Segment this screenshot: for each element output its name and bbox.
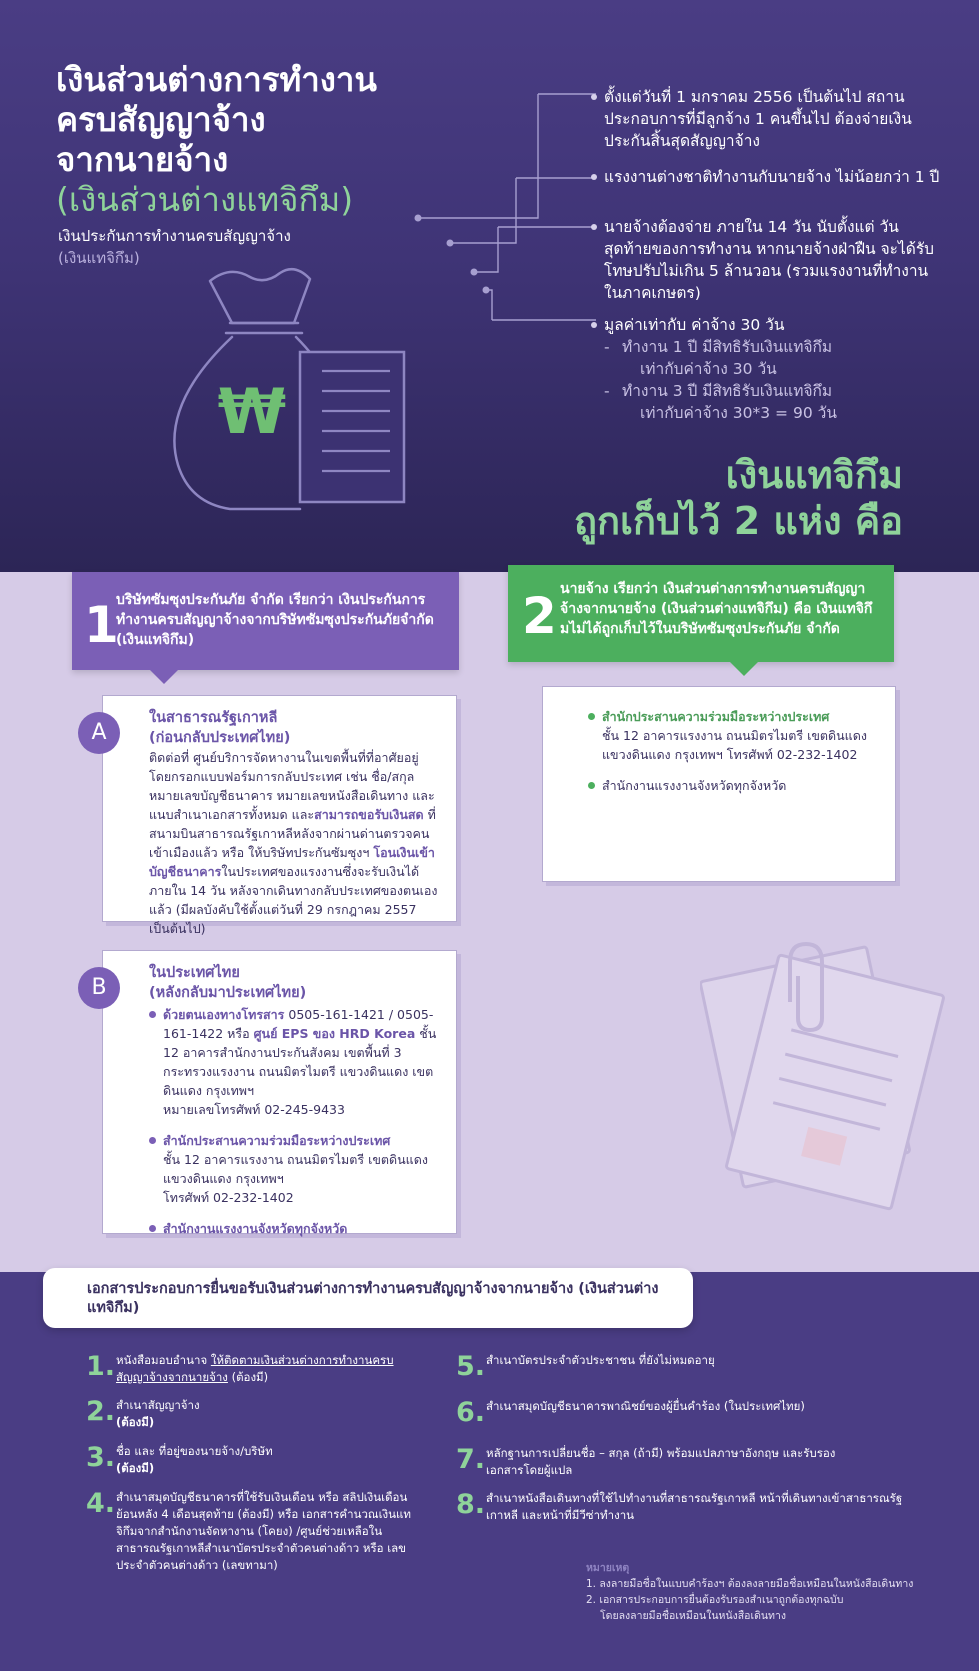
highlight-text: สำนักประสานความร่วมมือระหว่างประเทศ <box>163 1133 391 1148</box>
document-item <box>456 1445 856 1479</box>
bullet-dot <box>591 174 597 180</box>
dash: - <box>604 338 610 356</box>
body-text: ชั้น 12 อาคารแรงงาน ถนนมิตรไมตรี เขตดินแดง แขวงดินแดง กรุงเทพฯ <box>163 1152 428 1186</box>
info-bullet <box>604 314 944 424</box>
highlight-text: สามารถขอรับเงินสด <box>314 807 424 822</box>
document-item <box>86 1443 416 1477</box>
document-clip-icon <box>700 932 960 1212</box>
card-heading: (หลังกลับมาประเทศไทย) <box>149 985 307 1001</box>
document-item <box>456 1351 926 1382</box>
document-item <box>456 1490 906 1524</box>
hero-section <box>0 0 979 572</box>
contact-item <box>149 1005 440 1119</box>
note-heading: หมายเหตุ <box>586 1562 630 1574</box>
body-text: ชั้น 12 อาคารแรงงาน ถนนมิตรไมตรี เขตดินแดง แขวงดินแดง กรุงเทพฯ โทรศัพท์ 02-232-1402 <box>602 728 867 762</box>
item-text: สำเนาสมุดบัญชีธนาคารพาณิชย์ของผู้ยื่นคำร้อง (ในประเทศไทย) <box>486 1399 805 1413</box>
bullet-dot <box>591 322 597 328</box>
highlight-text: ศูนย์ EPS ของ HRD Korea <box>253 1026 416 1041</box>
bullet-dot <box>149 1011 156 1018</box>
body-text: สำนักงานแรงงานจังหวัดทุกจังหวัด <box>602 778 787 793</box>
item-required: (ต้องมี) <box>116 1415 155 1429</box>
bullet-dot <box>591 224 597 230</box>
document-item <box>86 1397 416 1431</box>
title-line: จากนายจ้าง <box>56 140 229 179</box>
item-number: 1. <box>86 1351 116 1382</box>
card-body <box>149 748 440 938</box>
place-1-box <box>72 572 459 670</box>
note-line: โดยลงลายมือชื่อเหมือนในหนังสือเดินทาง <box>600 1610 787 1622</box>
place-2-box <box>508 565 894 662</box>
item-text: สำเนาหนังสือเดินทางที่ใช้ไปทำงานที่สาธารณรัฐเกาหลี หน้าที่เดินทางเข้าสาธารณรัฐเกาหลี และหน้าที่มีวีซ่าทำงาน <box>486 1491 903 1522</box>
info-sub-bullet <box>604 336 944 380</box>
note-line: 2. เอกสารประกอบการยื่นต้องรับรองสำเนาถูกต้องทุกฉบับ <box>586 1594 844 1606</box>
card-employer-contacts <box>542 686 896 882</box>
document-item <box>86 1489 416 1574</box>
title-line: ครบสัญญาจ้าง <box>56 100 266 139</box>
phone-text: หมายเลขโทรศัพท์ 02-245-9433 <box>163 1102 345 1117</box>
place-text: บริษัทซัมซุงประกันภัย จำกัด เรียกว่า เงินประกันการทำงานครบสัญญาจ้างจากบริษัทซัมซุงประกันภัยจำกัด (เงินแทจิกึม) <box>116 592 434 648</box>
place-text: นายจ้าง เรียกว่า เงินส่วนต่างการทำงานครบสัญญาจ้างจากนายจ้าง (เงินส่วนต่างแทจิกึม) คือ เงินแทจิกึมไม่ได้ถูกเก็บไว้ในบริษัทซัมซุงประกันภัย จำกัด <box>560 581 873 637</box>
item-required: (ต้องมี) <box>116 1461 155 1475</box>
two-places-line: ถูกเก็บไว้ 2 แห่ง คือ <box>573 499 903 543</box>
item-number: 5. <box>456 1351 486 1382</box>
info-sub-bullet <box>604 380 944 424</box>
sub-line: ทำงาน 1 ปี มีสิทธิรับเงินแทจิกึม <box>622 338 833 356</box>
item-number: 6. <box>456 1397 486 1428</box>
info-bullet-text: แรงงานต่างชาติทำงานกับนายจ้าง ไม่น้อยกว่า 1 ปี <box>604 168 940 186</box>
bullet-dot <box>588 713 595 720</box>
arrow-down-icon <box>730 662 758 676</box>
bullet-dot <box>588 782 595 789</box>
phone-text: โทรศัพท์ 02-232-1402 <box>163 1190 294 1205</box>
dash: - <box>604 382 610 400</box>
highlight-text: สำนักประสานความร่วมมือระหว่างประเทศ <box>602 709 830 724</box>
badge-b: B <box>78 967 120 1009</box>
body-text: ชั้น 12 อาคารสำนักงานประกันสังคม เขตพื้นที่ 3 กระทรวงแรงงาน ถนนมิตรไมตรี แขวงดินแดง เขตดินแดง กรุงเทพฯ <box>163 1026 437 1098</box>
item-number: 7. <box>456 1444 486 1475</box>
item-text: สำเนาสมุดบัญชีธนาคารที่ใช้รับเงินเดือน หรือ สลิปเงินเดือนย้อนหลัง 4 เดือนสุดท้าย (ต้องมี) หรือ เอกสารคำนวณเงินแทจิกึมจากสำนักงานจัดหางาน (โคยง) /ศูนย์ช่วยเหลือในสาธารณรัฐเกาหลีสำเนาบัตรประจำตัวคนต่างด้าว หรือ เลขประจำตัวคนต่างด้าว (เลขทามา) <box>116 1490 411 1572</box>
item-text: สำเนาบัตรประจำตัวประชาชน ที่ยังไม่หมดอายุ <box>486 1353 715 1367</box>
highlight-text: ด้วยตนเองทางโทรสาร <box>163 1007 285 1022</box>
subtitle-line-faded: (เงินแทจิกึม) <box>58 249 140 267</box>
sub-line: เท่ากับค่าจ้าง 30*3 = 90 วัน <box>640 404 837 422</box>
item-text: หลักฐานการเปลี่ยนชื่อ – สกุล (ถ้ามี) พร้อมแปลภาษาอังกฤษ และรับรองเอกสารโดยผู้แปล <box>486 1446 836 1477</box>
subtitle <box>58 225 388 269</box>
item-text: ชื่อ และ ที่อยู่ของนายจ้าง/บริษัท <box>116 1444 273 1458</box>
arrow-down-icon <box>150 670 178 684</box>
item-number: 8. <box>456 1489 486 1520</box>
info-bullet <box>604 166 944 188</box>
bullet-dot <box>149 1137 156 1144</box>
contact-item <box>588 776 879 795</box>
place-number: 1 <box>84 596 119 654</box>
body-text: ติดต่อที่ ศูนย์บริการจัดหางานในเขตพื้นที่ที่อาศัยอยู่ โดยกรอกแบบฟอร์มการกลับประเทศ เช่น ชื่อ/สกุล หมายเลขบัญชีธนาคาร หมายเลขหนังสือเดินทาง และแนบสำเนาเอกสารทั้งหมด และ <box>149 750 435 822</box>
note-line: 1. ลงลายมือชื่อในแบบคำร้องฯ ต้องลงลายมือชื่อเหมือนในหนังสือเดินทาง <box>586 1578 914 1590</box>
title-line: เงินส่วนต่างการทำงาน <box>56 60 377 99</box>
two-places-heading <box>574 452 903 544</box>
highlight-text: สำนักงานแรงงานจังหวัดทุกจังหวัด <box>163 1221 348 1236</box>
info-bullet-text: นายจ้างต้องจ่าย ภายใน 14 วัน นับตั้งแต่ วันสุดท้ายของการทำงาน หากนายจ้างฝ่าฝืน จะได้รับโทษปรับไม่เกิน 5 ล้านวอน (รวมแรงงานที่ทำงานในภาคเกษตร) <box>604 218 934 302</box>
info-bullet <box>604 216 944 304</box>
page-title <box>56 60 476 220</box>
contact-item <box>149 1219 440 1238</box>
badge-a: A <box>78 712 120 754</box>
item-text-part: หนังสือมอบอำนาจ <box>116 1353 211 1367</box>
card-after-return <box>102 950 457 1234</box>
card-heading: ในสาธารณรัฐเกาหลี <box>149 710 278 726</box>
documents-title: เอกสารประกอบการยื่นขอรับเงินส่วนต่างการทำงานครบสัญญาจ้างจากนายจ้าง (เงินส่วนต่างแทจิกึม) <box>43 1268 693 1328</box>
item-text: สำเนาสัญญาจ้าง <box>116 1398 200 1412</box>
contact-item <box>588 707 879 764</box>
card-heading: (ก่อนกลับประเทศไทย) <box>149 730 291 746</box>
subtitle-line: เงินประกันการทำงานครบสัญญาจ้าง <box>58 227 291 245</box>
bullet-dot <box>591 94 597 100</box>
body-text: ในประเทศของแรงงานซึ่งจะรับเงินได้ภายใน 14 วัน หลังจากเดินทางกลับประเทศของตนเองแล้ว (มีผลบังคับใช้ตั้งแต่วันที่ 29 กรกฎาคม 2557 เป็นต้นไป) <box>149 864 438 936</box>
storage-section <box>0 572 979 1272</box>
won-symbol: ₩ <box>217 375 287 448</box>
document-item <box>86 1352 416 1386</box>
highlight-text: โอนเงินเข้าบัญชีธนาคาร <box>149 845 435 879</box>
note-box <box>586 1560 966 1624</box>
document-item <box>456 1397 926 1428</box>
bullet-dot <box>149 1225 156 1232</box>
item-number: 2. <box>86 1396 116 1427</box>
money-bag-icon <box>170 265 430 535</box>
sub-line: ทำงาน 3 ปี มีสิทธิรับเงินแทจิกึม <box>622 382 833 400</box>
title-line-green: (เงินส่วนต่างแทจิกึม) <box>56 180 354 219</box>
item-text-part: (ต้องมี) <box>227 1370 269 1384</box>
info-bullet-text: ตั้งแต่วันที่ 1 มกราคม 2556 เป็นต้นไป สถานประกอบการที่มีลูกจ้าง 1 คนขึ้นไป ต้องจ่ายเงินประกันสิ้นสุดสัญญาจ้าง <box>604 88 912 150</box>
info-bullet <box>604 86 944 152</box>
card-before-return <box>102 695 457 936</box>
sub-line: เท่ากับค่าจ้าง 30 วัน <box>640 360 777 378</box>
two-places-line: เงินแทจิกึม <box>725 453 903 497</box>
info-bullet-text: มูลค่าเท่ากับ ค่าจ้าง 30 วัน <box>604 316 785 334</box>
body-text: 0505-161-1421 / 0505-161-1422 หรือ <box>163 1007 434 1041</box>
body-text: ที่สนามบินสาธารณรัฐเกาหลีหลังจากผ่านด่านตรวจคนเข้าเมืองแล้ว หรือ ให้บริษัทประกันซัมซุงฯ <box>149 807 436 860</box>
item-text <box>86 1352 416 1386</box>
item-number: 3. <box>86 1442 116 1473</box>
item-text-underlined: ให้ติดตามเงินส่วนต่างการทำงานครบสัญญาจ้างจากนายจ้าง <box>116 1353 394 1384</box>
item-number: 4. <box>86 1488 116 1519</box>
contact-item <box>149 1131 440 1207</box>
place-number: 2 <box>522 587 557 645</box>
card-heading: ในประเทศไทย <box>149 965 240 981</box>
